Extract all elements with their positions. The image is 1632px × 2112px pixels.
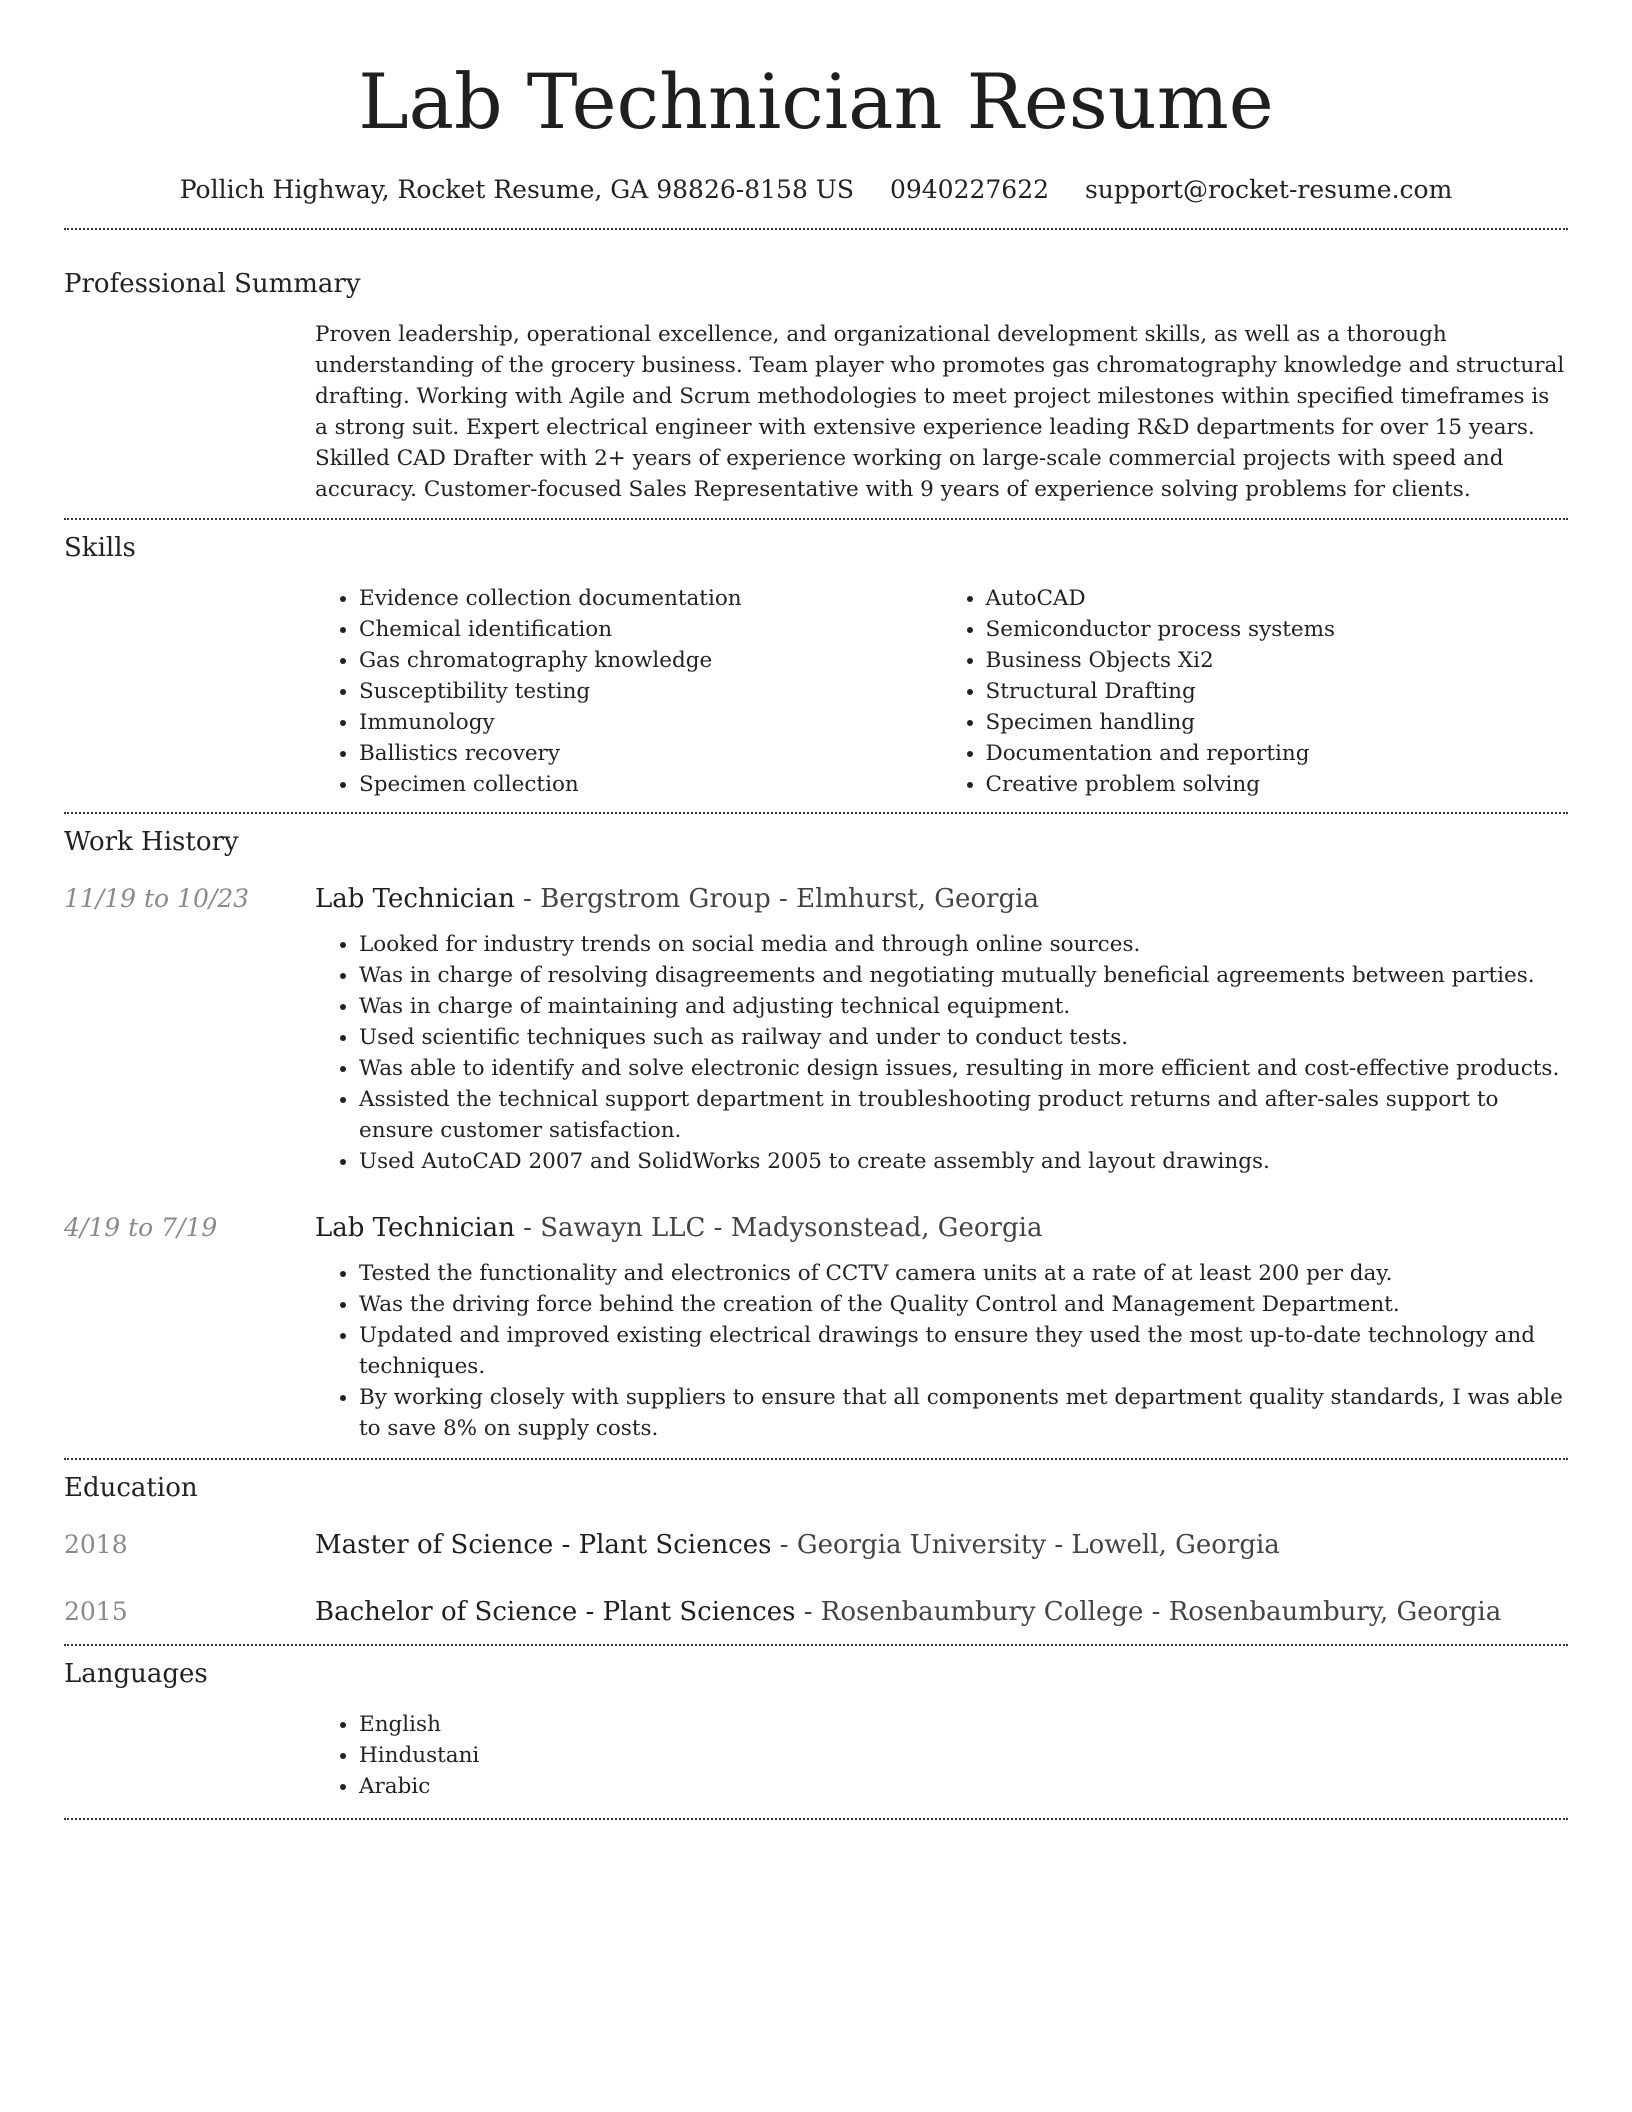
list-item: • Business Objects Xi2 (986, 645, 1569, 676)
list-item: • Documentation and reporting (986, 738, 1569, 769)
list-item: • Gas chromatography knowledge (359, 645, 942, 676)
job-title: Lab Technician (315, 884, 515, 914)
education-entry (64, 1594, 1568, 1630)
list-item: • Ballistics recovery (359, 738, 942, 769)
list-item: • Susceptibility testing (359, 676, 942, 707)
list-item: • AutoCAD (986, 583, 1569, 614)
list-item: • Specimen handling (986, 707, 1569, 738)
school-name: - Rosenbaumbury College - Rosenbaumbury, Georgia (795, 1597, 1502, 1627)
education-section (64, 1460, 1568, 1630)
section-heading-skills: Skills (64, 533, 136, 563)
job-title: Lab Technician (315, 1213, 515, 1243)
contact-phone: 0940227622 (889, 175, 1050, 204)
job-dates: 11/19 to 10/23 (64, 884, 250, 913)
languages-list (315, 1709, 1568, 1802)
list-item: • Creative problem solving (986, 769, 1569, 800)
work-section (64, 814, 1568, 1444)
education-heading (315, 1527, 1280, 1563)
list-item: • Structural Drafting (986, 676, 1569, 707)
job-entry (64, 881, 1568, 917)
contact-line (64, 172, 1568, 208)
list-item: • Chemical identification (359, 614, 942, 645)
list-item: • Evidence collection documentation (359, 583, 942, 614)
summary-section (64, 230, 1568, 505)
education-year: 2018 (64, 1530, 128, 1559)
list-item: • Arabic (359, 1771, 1568, 1802)
job-heading (315, 881, 1039, 917)
divider (64, 1818, 1568, 1820)
job-bullets (315, 1258, 1568, 1444)
degree-name: Bachelor of Science - Plant Sciences (315, 1597, 796, 1627)
job-company: - Bergstrom Group - Elmhurst, Georgia (514, 884, 1039, 914)
job-company: - Sawayn LLC - Madysonstead, Georgia (514, 1213, 1043, 1243)
section-heading-summary: Professional Summary (64, 269, 361, 299)
list-item: • Assisted the technical support department in troubleshooting product returns and after-sales support to ensure customer satisfaction. (359, 1084, 1568, 1146)
contact-email[interactable]: support@rocket-resume.com (1084, 175, 1453, 204)
summary-text: Proven leadership, operational excellence, and organizational development skills, as well as a thorough understanding of the grocery business. Team player who promotes gas chromatography knowledge and structural drafting. Working with Agile and Scrum methodologies to meet project milestones within specified timeframes is a strong suit. Expert electrical engineer with extensive experience leading R&D departments for over 15 years. Skilled CAD Drafter with 2+ years of experience working on large-scale commercial projects with speed and accuracy. Customer-focused Sales Representative with 9 years of experience solving problems for clients. (315, 322, 1565, 502)
list-item: • Used AutoCAD 2007 and SolidWorks 2005 to create assembly and layout drawings. (359, 1146, 1568, 1177)
section-heading-work: Work History (64, 827, 239, 857)
list-item: • Immunology (359, 707, 942, 738)
list-item: • Used scientific techniques such as railway and under to conduct tests. (359, 1022, 1568, 1053)
education-year: 2015 (64, 1597, 128, 1626)
skills-list-right (942, 583, 1569, 800)
education-heading (315, 1594, 1501, 1630)
list-item: • Was in charge of maintaining and adjusting technical equipment. (359, 991, 1568, 1022)
list-item: • English (359, 1709, 1568, 1740)
school-name: - Georgia University - Lowell, Georgia (771, 1530, 1280, 1560)
job-entry (64, 1210, 1568, 1246)
list-item: • Tested the functionality and electronics of CCTV camera units at a rate of at least 200 per day. (359, 1258, 1568, 1289)
list-item: • Was able to identify and solve electronic design issues, resulting in more efficient and cost-effective products. (359, 1053, 1568, 1084)
languages-section (64, 1646, 1568, 1802)
education-entry (64, 1527, 1568, 1563)
section-heading-education: Education (64, 1473, 198, 1503)
degree-name: Master of Science - Plant Sciences (315, 1530, 772, 1560)
list-item: • Was the driving force behind the creation of the Quality Control and Management Department. (359, 1289, 1568, 1320)
list-item: • Was in charge of resolving disagreements and negotiating mutually beneficial agreements between parties. (359, 960, 1568, 991)
list-item: • Specimen collection (359, 769, 942, 800)
job-dates: 4/19 to 7/19 (64, 1213, 218, 1242)
contact-address: Pollich Highway, Rocket Resume, GA 98826-8158 US (179, 175, 854, 204)
list-item: • Semiconductor process systems (986, 614, 1569, 645)
list-item: • Looked for industry trends on social media and through online sources. (359, 929, 1568, 960)
skills-grid (315, 583, 1568, 800)
list-item: • By working closely with suppliers to ensure that all components met department quality standards, I was able to save 8% on supply costs. (359, 1382, 1568, 1444)
skills-list-left (315, 583, 942, 800)
resume-title: Lab Technician Resume (358, 57, 1274, 146)
list-item: • Updated and improved existing electrical drawings to ensure they used the most up-to-date technology and techniques. (359, 1320, 1568, 1382)
resume-page (64, 0, 1568, 1820)
job-heading (315, 1210, 1042, 1246)
section-heading-languages: Languages (64, 1659, 208, 1689)
skills-section (64, 520, 1568, 800)
job-bullets (315, 929, 1568, 1177)
list-item: • Hindustani (359, 1740, 1568, 1771)
